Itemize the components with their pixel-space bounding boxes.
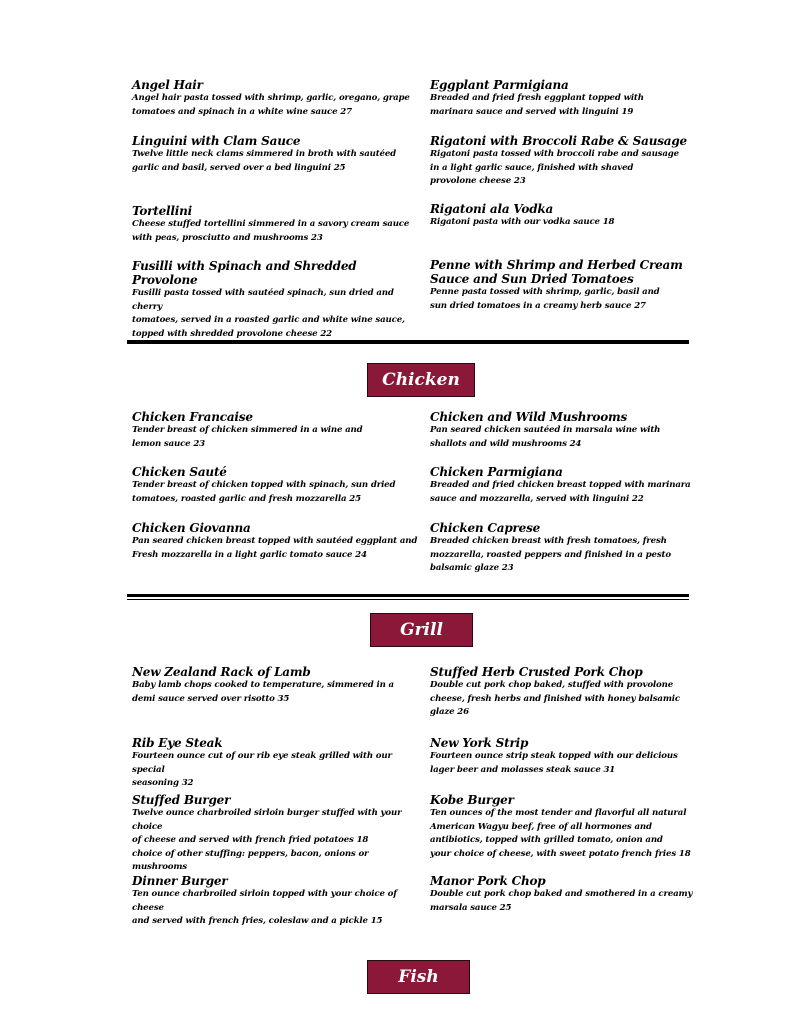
menu-item-title: New Zealand Rack of Lamb bbox=[132, 665, 311, 679]
menu-item bbox=[132, 78, 422, 119]
menu-item bbox=[132, 204, 422, 245]
menu-item-title: Fusilli with Spinach and Shredded Provolone bbox=[132, 259, 357, 287]
menu-item bbox=[132, 521, 422, 562]
menu-item-description: Fourteen ounce cut of our rib eye steak grilled with our special seasoning 32 bbox=[132, 751, 392, 788]
menu-item-title: Kobe Burger bbox=[430, 793, 514, 807]
menu-item-description: Breaded and fried fresh eggplant topped with marinara sauce and served with linguini 19 bbox=[430, 93, 644, 117]
menu-item bbox=[430, 736, 720, 777]
menu-item-description: Double cut pork chop baked, stuffed with provolone cheese, fresh herbs and finished with honey balsamic glaze 26 bbox=[430, 680, 680, 717]
menu-item-description: Tender breast of chicken topped with spinach, sun dried tomatoes, roasted garlic and fresh mozzarella 25 bbox=[132, 480, 396, 504]
menu-item-description: Breaded chicken breast with fresh tomatoes, fresh mozzarella, roasted peppers and finished in a pesto balsamic glaze 23 bbox=[430, 536, 671, 573]
menu-item-title: Chicken Francaise bbox=[132, 410, 253, 424]
menu-item bbox=[132, 736, 422, 791]
menu-item-title: Chicken Caprese bbox=[430, 521, 541, 535]
menu-item bbox=[132, 665, 422, 706]
menu-item-description: Baby lamb chops cooked to temperature, simmered in a demi sauce served over risotto 35 bbox=[132, 680, 394, 704]
menu-item-title: Penne with Shrimp and Herbed Cream Sauce and Sun Dried Tomatoes bbox=[430, 258, 683, 286]
menu-item-description: Pan seared chicken sautéed in marsala wine with shallots and wild mushrooms 24 bbox=[430, 425, 661, 449]
menu-item-description: Twelve little neck clams simmered in broth with sautéed garlic and basil, served over a bed linguini 25 bbox=[132, 149, 397, 173]
menu-item-title: Chicken Parmigiana bbox=[430, 465, 563, 479]
section-divider bbox=[127, 340, 689, 344]
menu-item-title: Chicken Sauté bbox=[132, 465, 227, 479]
menu-item-description: Tender breast of chicken simmered in a wine and lemon sauce 23 bbox=[132, 425, 363, 449]
menu-item-title: Tortellini bbox=[132, 204, 193, 218]
menu-item bbox=[430, 874, 720, 915]
menu-item bbox=[430, 202, 720, 230]
menu-item-description: Ten ounce charbroiled sirloin topped with your choice of cheese and served with french fries, coleslaw and a pickle 15 bbox=[132, 889, 397, 926]
menu-item bbox=[430, 134, 720, 189]
menu-item-title: Rib Eye Steak bbox=[132, 736, 223, 750]
section-title: Fish bbox=[398, 967, 439, 987]
menu-item-title: Eggplant Parmigiana bbox=[430, 78, 569, 92]
menu-item-description: Penne pasta tossed with shrimp, garlic, basil and sun dried tomatoes in a creamy herb sauce 27 bbox=[430, 287, 660, 311]
menu-item-title: Linguini with Clam Sauce bbox=[132, 134, 301, 148]
section-header-grill bbox=[370, 613, 473, 647]
menu-item-description: Rigatoni pasta tossed with broccoli rabe and sausage in a light garlic sauce, finished with shaved provolone cheese 23 bbox=[430, 149, 679, 186]
menu-item-description: Double cut pork chop baked and smothered in a creamy marsala sauce 25 bbox=[430, 889, 693, 913]
section-divider bbox=[127, 594, 689, 597]
menu-item-title: Dinner Burger bbox=[132, 874, 228, 888]
menu-item bbox=[430, 521, 720, 576]
menu-item bbox=[430, 465, 720, 506]
section-title: Grill bbox=[400, 620, 443, 640]
menu-item-description: Rigatoni pasta with our vodka sauce 18 bbox=[430, 217, 615, 227]
menu-item bbox=[430, 665, 720, 720]
menu-item-description: Angel hair pasta tossed with shrimp, garlic, oregano, grape tomatoes and spinach in a white wine sauce 27 bbox=[132, 93, 410, 117]
menu-item-description: Fourteen ounce strip steak topped with our delicious lager beer and molasses steak sauce 31 bbox=[430, 751, 678, 775]
menu-item bbox=[132, 465, 422, 506]
menu-item bbox=[132, 410, 422, 451]
menu-item-title: Angel Hair bbox=[132, 78, 203, 92]
menu-item-title: New York Strip bbox=[430, 736, 529, 750]
menu-item-title: Rigatoni ala Vodka bbox=[430, 202, 554, 216]
menu-item-description: Cheese stuffed tortellini simmered in a savory cream sauce with peas, prosciutto and mushrooms 23 bbox=[132, 219, 410, 243]
menu-item-description: Fusilli pasta tossed with sautéed spinach, sun dried and cherry tomatoes, served in a roasted garlic and white wine sauce, topped with shredded provolone cheese 22 bbox=[132, 288, 405, 339]
menu-item bbox=[430, 78, 720, 119]
menu-item bbox=[430, 793, 720, 861]
menu-item-description: Breaded and fried chicken breast topped with marinara sauce and mozzarella, served with linguini 22 bbox=[430, 480, 691, 504]
menu-item-title: Manor Pork Chop bbox=[430, 874, 546, 888]
menu-item-description: Ten ounces of the most tender and flavorful all natural American Wagyu beef, free of all hormones and antibiotics, topped with grilled tomato, onion and your choice of cheese, with sweet potato french fries 18 bbox=[430, 808, 691, 859]
menu-item-title: Chicken and Wild Mushrooms bbox=[430, 410, 628, 424]
menu-item bbox=[132, 874, 422, 929]
menu-item bbox=[430, 258, 720, 313]
section-divider-thin bbox=[127, 599, 689, 600]
menu-item-title: Chicken Giovanna bbox=[132, 521, 251, 535]
menu-item-title: Rigatoni with Broccoli Rabe & Sausage bbox=[430, 134, 687, 148]
section-title: Chicken bbox=[382, 370, 460, 390]
menu-item-title: Stuffed Burger bbox=[132, 793, 231, 807]
menu-item bbox=[132, 259, 422, 341]
menu-item-description: Pan seared chicken breast topped with sautéed eggplant and Fresh mozzarella in a light garlic tomato sauce 24 bbox=[132, 536, 418, 560]
menu-item bbox=[132, 793, 422, 875]
menu-item-description: Twelve ounce charbroiled sirloin burger stuffed with your choice of cheese and served with french fried potatoes 18 choice of other stuffing: peppers, bacon, onions or mushrooms bbox=[132, 808, 402, 872]
menu-item bbox=[430, 410, 720, 451]
section-header-chicken bbox=[367, 363, 475, 397]
menu-item bbox=[132, 134, 422, 175]
menu-item-title: Stuffed Herb Crusted Pork Chop bbox=[430, 665, 643, 679]
section-header-fish bbox=[367, 960, 470, 994]
